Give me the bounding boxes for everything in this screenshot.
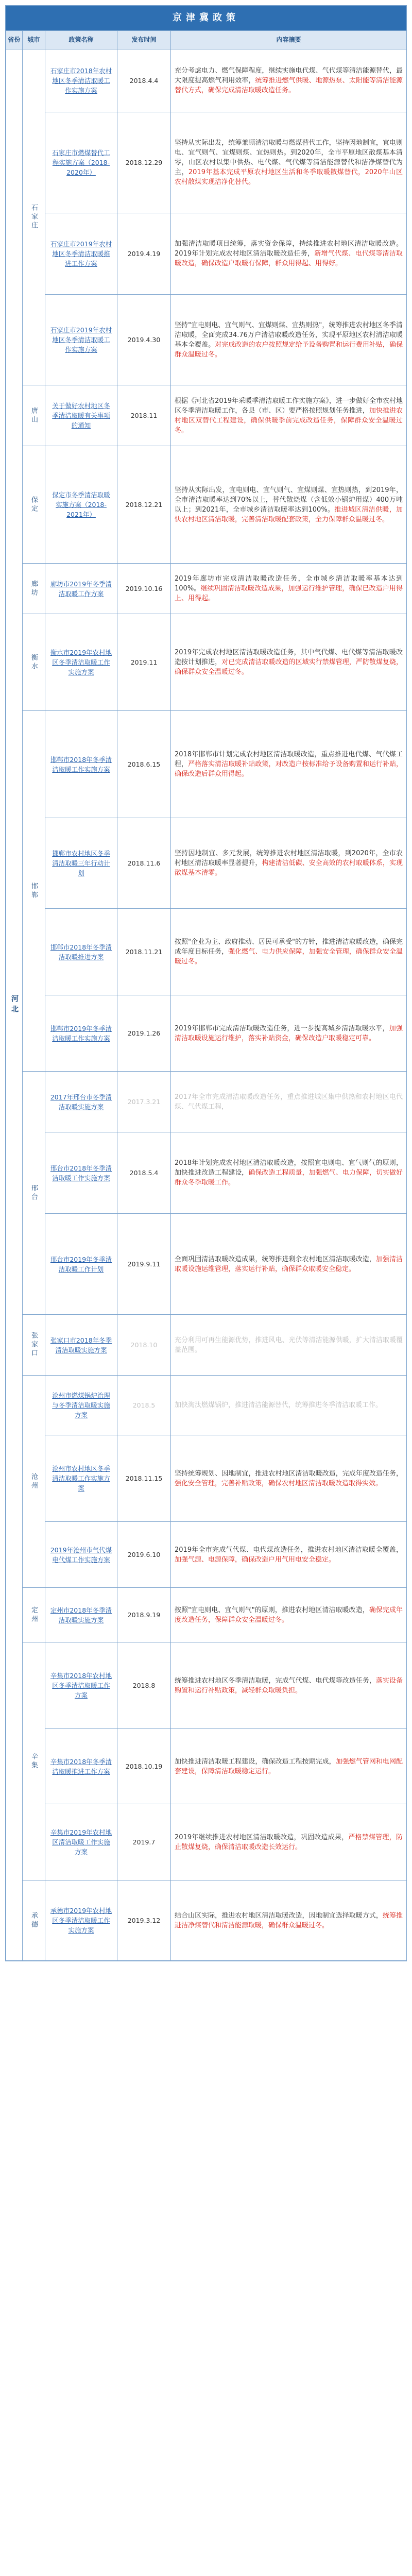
release-date: 2018.11.21 [117, 909, 171, 995]
release-date: 2018.12.29 [117, 112, 171, 213]
summary-highlight: 对已完成清洁取暖改造的区域实行禁煤管理，严防散煤复烧，确保群众安全温暖过冬。 [175, 658, 403, 676]
city-cell: 廊坊 [23, 564, 45, 614]
summary-cell [171, 1729, 407, 1804]
summary-cell [171, 213, 407, 295]
table-row [6, 1522, 407, 1588]
summary-highlight: 强化燃气、电力供应保障，加强安全管理，确保群众安全温暖过冬。 [175, 948, 403, 965]
summary-highlight: 落实设备购置和运行补贴政策，减轻群众取暖负担。 [175, 1676, 403, 1694]
summary-cell [171, 1804, 407, 1880]
summary-cell [171, 49, 407, 112]
summary-cell [171, 295, 407, 385]
table-row [6, 385, 407, 446]
release-date: 2018.6.15 [117, 711, 171, 818]
summary-text: 2017年全市完成清洁取暖改造任务，重点推进城区集中供热和农村地区电代煤、气代煤工程， [175, 1093, 403, 1111]
summary-text: 加快推进清洁取暖工程建设，确保改造工程按期完成， [175, 1757, 336, 1766]
city-cell: 保定 [23, 446, 45, 564]
summary-highlight: 确保完成年度改造任务，保障群众安全温暖过冬。 [175, 1606, 403, 1624]
policy-name-link[interactable]: 邢台市2019年冬季清洁取暖工作计划 [45, 1214, 117, 1315]
summary-highlight: 新增气代煤、电代煤等清洁取暖改造，确保改造户取暖有保障，群众用得起、用得好。 [175, 250, 403, 267]
summary-text: 2019年完成农村地区清洁取暖改造任务，其中气代煤、电代煤等清洁取暖改造按计划推进， [175, 649, 403, 666]
summary-cell [171, 1880, 407, 1961]
summary-cell [171, 818, 407, 909]
city-cell: 辛集 [23, 1642, 45, 1880]
summary-highlight: 推进城区清洁供暖，加快农村地区清洁取暖，完善清洁取暖配套政策，全力保障群众温暖过冬。 [175, 505, 403, 523]
summary-text: 2019年继续推进农村地区清洁取暖改造，巩固改造成果， [175, 1833, 349, 1841]
release-date: 2019.7 [117, 1804, 171, 1880]
table-row [6, 1315, 407, 1376]
policy-name-link[interactable]: 邢台市2018年冬季清洁取暖工作实施方案 [45, 1132, 117, 1214]
header-city: 城市 [23, 31, 45, 49]
policy-name-link[interactable]: 张家口市2018年冬季清洁取暖实施方案 [45, 1315, 117, 1376]
summary-highlight: 加强燃气管网和电网配套建设，保障清洁取暖稳定运行。 [175, 1757, 403, 1775]
table-row [6, 1435, 407, 1522]
summary-cell [171, 614, 407, 711]
table-row [6, 1729, 407, 1804]
summary-cell [171, 1522, 407, 1588]
summary-text: 全面巩固清洁取暖改造成果，统筹推进剩余农村地区清洁取暖改造， [175, 1255, 376, 1263]
city-cell: 衡水 [23, 614, 45, 711]
province-cell: 河北 [6, 49, 23, 1961]
table-row [6, 1072, 407, 1132]
release-date: 2018.4.4 [117, 49, 171, 112]
policy-table [6, 30, 407, 1961]
header-summary: 内容摘要 [171, 31, 407, 49]
policy-name-link[interactable]: 石家庄市2018年农村地区冬季清洁取暖工作实施方案 [45, 49, 117, 112]
header-release-date: 发布时间 [117, 31, 171, 49]
release-date: 2018.11.15 [117, 1435, 171, 1522]
policy-name-link[interactable]: 邯郸市农村地区冬季清洁取暖三年行动计划 [45, 818, 117, 909]
summary-cell [171, 1214, 407, 1315]
summary-highlight: 统筹推进洁净煤替代和清洁能源取暖，确保群众温暖过冬。 [175, 1911, 403, 1929]
release-date: 2018.8 [117, 1642, 171, 1729]
summary-cell [171, 112, 407, 213]
release-date: 2018.10.19 [117, 1729, 171, 1804]
summary-highlight: 构建清洁低碳、安全高效的农村取暖体系，实现散煤基本清零。 [175, 859, 403, 877]
summary-cell [171, 995, 407, 1072]
summary-highlight: 对完成改造的农户按照规定给予设备购置和运行费用补贴，确保群众温暖过冬。 [175, 341, 403, 359]
summary-text: 充分考虑电力、燃气保障程度，继续实施电代煤、气代煤等清洁能源替代，最大限度提高燃气利用效率， [175, 67, 403, 84]
release-date: 2019.6.10 [117, 1522, 171, 1588]
summary-highlight: 统筹推进燃气供暖、地源热泵、太阳能等清洁能源替代方式，确保完成清洁取暖改造任务。 [175, 77, 403, 94]
summary-text: 按照"企业为主、政府推动、居民可承受"的方针，推进清洁取暖改造，确保完成年度目标任务， [175, 938, 403, 956]
summary-text: 2019年全市完成气代煤、电代煤改造任务，推进农村地区清洁取暖全覆盖， [175, 1546, 403, 1554]
summary-text: 2018年邯郸市计划完成农村地区清洁取暖改造，重点推进电代煤、气代煤工程， [175, 751, 403, 768]
policy-name-link[interactable]: 辛集市2018年冬季清洁取暖推进工作方案 [45, 1729, 117, 1804]
table-row [6, 995, 407, 1072]
release-date: 2018.11.6 [117, 818, 171, 909]
table-header-row [6, 31, 407, 49]
summary-cell [171, 711, 407, 818]
policy-name-link[interactable]: 石家庄市燃煤替代工程实施方案（2018-2020年） [45, 112, 117, 213]
policy-name-link[interactable]: 邯郸市2018年冬季清洁取暖推进方案 [45, 909, 117, 995]
summary-text: 结合山区实际，推进农村地区清洁取暖改造，因地制宜选择取暖方式， [175, 1911, 383, 1920]
summary-text: 加强清洁取暖项目统筹，落实资金保障，持续推进农村地区清洁取暖改造。2019年计划完成农村地区清洁取暖改造任务， [175, 240, 403, 258]
release-date: 2019.4.19 [117, 213, 171, 295]
summary-highlight: 加强清洁取暖设施运维管理，落实运行补贴，确保群众取暖安全稳定。 [175, 1255, 403, 1273]
table-body [6, 49, 407, 1961]
policy-name-link[interactable]: 邯郸市2019年冬季清洁取暖工作实施方案 [45, 995, 117, 1072]
table-row [6, 112, 407, 213]
summary-highlight: 强化安全管理，完善补贴政策，确保农村地区清洁取暖改造取得实效。 [175, 1479, 383, 1487]
table-row [6, 711, 407, 818]
summary-cell [171, 1132, 407, 1214]
summary-text: 坚持从实际出发，宜电则电、宜气则气、宜煤则煤、宜热则热，到2019年，全市清洁取暖率达到70%以上，替代散烧煤（含低效小锅炉用煤）400万吨以上；到2021年，全市城乡清洁取暖率达到100%。 [175, 486, 403, 514]
policy-name-link[interactable]: 石家庄市2019年农村地区冬季清洁取暖推进工作方案 [45, 213, 117, 295]
policy-name-link[interactable]: 2017年邢台市冬季清洁取暖实施方案 [45, 1072, 117, 1132]
table-row [6, 564, 407, 614]
summary-highlight: 严格落实清洁取暖补贴政策，对改造户按标准给予设备购置和运行补贴，确保改造后群众用得起。 [175, 760, 403, 778]
release-date: 2019.3.12 [117, 1880, 171, 1961]
city-cell: 张家口 [23, 1315, 45, 1376]
release-date: 2017.3.21 [117, 1072, 171, 1132]
release-date: 2019.4.30 [117, 295, 171, 385]
policy-name-link[interactable]: 关于做好农村地区冬季清洁取暖有关事项的通知 [45, 385, 117, 446]
release-date: 2018.10 [117, 1315, 171, 1376]
summary-text: 根据《河北省2019年采暖季清洁取暖工作实施方案》，进一步做好全市农村地区冬季清洁取暖工作，各县（市、区）要严格按照规划任务推进， [175, 397, 403, 415]
release-date: 2018.5.4 [117, 1132, 171, 1214]
summary-highlight: 继续巩固清洁取暖改造成果，加强运行维护管理，确保已改造户用得上、用得起。 [175, 585, 403, 602]
summary-text: 2019年邯郸市完成清洁取暖改造任务，进一步提高城乡清洁取暖水平， [175, 1024, 389, 1032]
policy-name-link[interactable]: 邯郸市2018年冬季清洁取暖工作实施方案 [45, 711, 117, 818]
city-cell: 邢台 [23, 1072, 45, 1315]
policy-name-link[interactable]: 保定市冬季清洁取暖实施方案（2018-2021年） [45, 446, 117, 564]
table-row [6, 1132, 407, 1214]
release-date: 2018.9.19 [117, 1588, 171, 1642]
release-date: 2019.1.26 [117, 995, 171, 1072]
header-province: 省份 [6, 31, 23, 49]
summary-text: 2018年计划完成农村地区清洁取暖改造，按照宜电则电、宜气则气的原则，加快推进改造工程建设， [175, 1159, 403, 1177]
table-row [6, 1376, 407, 1435]
summary-text: 统筹推进农村地区冬季清洁取暖，完成气代煤、电代煤等改造任务， [175, 1676, 376, 1685]
table-row [6, 1214, 407, 1315]
policy-document [5, 5, 407, 1961]
summary-cell [171, 1642, 407, 1729]
release-date: 2019.10.16 [117, 564, 171, 614]
city-cell: 石家庄 [23, 49, 45, 385]
release-date: 2019.11 [117, 614, 171, 711]
policy-name-link[interactable]: 沧州市燃煤锅炉治理与冬季清洁取暖实施方案 [45, 1376, 117, 1435]
summary-cell [171, 1376, 407, 1435]
policy-name-link[interactable]: 沧州市农村地区冬季清洁取暖工作实施方案 [45, 1435, 117, 1522]
summary-highlight: 2019年基本完成平原农村地区生活和冬季取暖散煤替代，2020年山区农村散煤实现洁净化替代。 [175, 168, 403, 186]
table-row [6, 213, 407, 295]
summary-cell [171, 446, 407, 564]
summary-cell [171, 1315, 407, 1376]
policy-name-link[interactable]: 辛集市2019年农村地区清洁取暖工作实施方案 [45, 1804, 117, 1880]
table-row [6, 446, 407, 564]
table-row [6, 1880, 407, 1961]
table-row [6, 1588, 407, 1642]
summary-text: 按照"宜电则电、宜气则气"的原则，推进农村地区清洁取暖改造， [175, 1606, 369, 1614]
policy-name-link[interactable]: 廊坊市2019年冬季清洁取暖工作方案 [45, 564, 117, 614]
table-row [6, 295, 407, 385]
summary-text: 2019年廊坊市完成清洁取暖改造任务，全市城乡清洁取暖率基本达到100%。 [175, 575, 403, 592]
policy-name-link[interactable]: 承德市2019年农村地区冬季清洁取暖工作实施方案 [45, 1880, 117, 1961]
policy-name-link[interactable]: 石家庄市2019年农村地区冬季清洁取暖工作实施方案 [45, 295, 117, 385]
summary-cell [171, 1072, 407, 1132]
summary-highlight: 加强气源、电源保障，确保改造户用气用电安全稳定。 [175, 1555, 336, 1564]
table-row [6, 1804, 407, 1880]
document-title: 京津冀政策 [6, 6, 406, 30]
summary-highlight: 加快推进农村地区双替代工程建设，确保供暖季前完成改造任务，保障群众安全温暖过冬。 [175, 406, 403, 434]
table-row [6, 909, 407, 995]
table-row [6, 614, 407, 711]
policy-name-link[interactable]: 定州市2018年冬季清洁取暖实施方案 [45, 1588, 117, 1642]
summary-cell [171, 564, 407, 614]
summary-cell [171, 385, 407, 446]
summary-text: 充分利用可再生能源优势，推进风电、光伏等清洁能源供暖，扩大清洁取暖覆盖范围。 [175, 1336, 403, 1354]
city-cell: 唐山 [23, 385, 45, 446]
city-cell: 邯郸 [23, 711, 45, 1072]
release-date: 2018.12.21 [117, 446, 171, 564]
summary-highlight: 确保改造工程质量，加强燃气、电力保障，切实做好群众冬季取暖工作。 [175, 1169, 403, 1187]
summary-cell [171, 1588, 407, 1642]
summary-text: 坚持统筹规划、因地制宜，推进农村地区清洁取暖改造，完成年度改造任务， [175, 1469, 403, 1478]
policy-name-link[interactable]: 2019年沧州市气代煤电代煤工作实施方案 [45, 1522, 117, 1588]
release-date: 2018.11 [117, 385, 171, 446]
release-date: 2018.5 [117, 1376, 171, 1435]
summary-text: 坚持从实际出发，统筹兼顾清洁取暖与燃煤替代工作，坚持因地制宜，宜电则电、宜气则气、宜煤则煤、宜热则热。到2020年，全市平原地区散煤基本清零，山区农村以集中供热、电代煤、气代煤等清洁能源替代和洁净煤替代为主， [175, 139, 403, 176]
summary-cell [171, 909, 407, 995]
policy-name-link[interactable]: 衡水市2019年农村地区冬季清洁取暖工作实施方案 [45, 614, 117, 711]
summary-text: 坚持因地制宜、多元发展，统筹推进农村地区清洁取暖，到2020年，全市农村地区清洁取暖率显著提升， [175, 850, 403, 867]
table-row [6, 818, 407, 909]
header-policy-name: 政策名称 [45, 31, 117, 49]
summary-cell [171, 1435, 407, 1522]
summary-highlight: 严格禁煤管理，防止散煤复烧，确保清洁取暖改造长效运行。 [175, 1833, 403, 1851]
table-row [6, 49, 407, 112]
release-date: 2019.9.11 [117, 1214, 171, 1315]
city-cell: 承德 [23, 1880, 45, 1961]
summary-text: 加快淘汰燃煤锅炉，推进清洁能源替代，统筹推进冬季清洁取暖工作。 [175, 1401, 383, 1409]
summary-highlight: 加强清洁取暖设施运行维护，落实补贴资金，确保改造户取暖稳定可靠。 [175, 1024, 403, 1042]
city-cell: 定州 [23, 1588, 45, 1642]
summary-text: 坚持"宜电则电、宜气则气、宜煤则煤、宜热则热"，统筹推进农村地区冬季清洁取暖，全面完成34.76万户清洁取暖改造任务，实现平原地区农村清洁取暖基本全覆盖。 [175, 321, 403, 349]
policy-name-link[interactable]: 辛集市2018年农村地区冬季清洁取暖工作方案 [45, 1642, 117, 1729]
table-row [6, 1642, 407, 1729]
city-cell: 沧州 [23, 1376, 45, 1588]
